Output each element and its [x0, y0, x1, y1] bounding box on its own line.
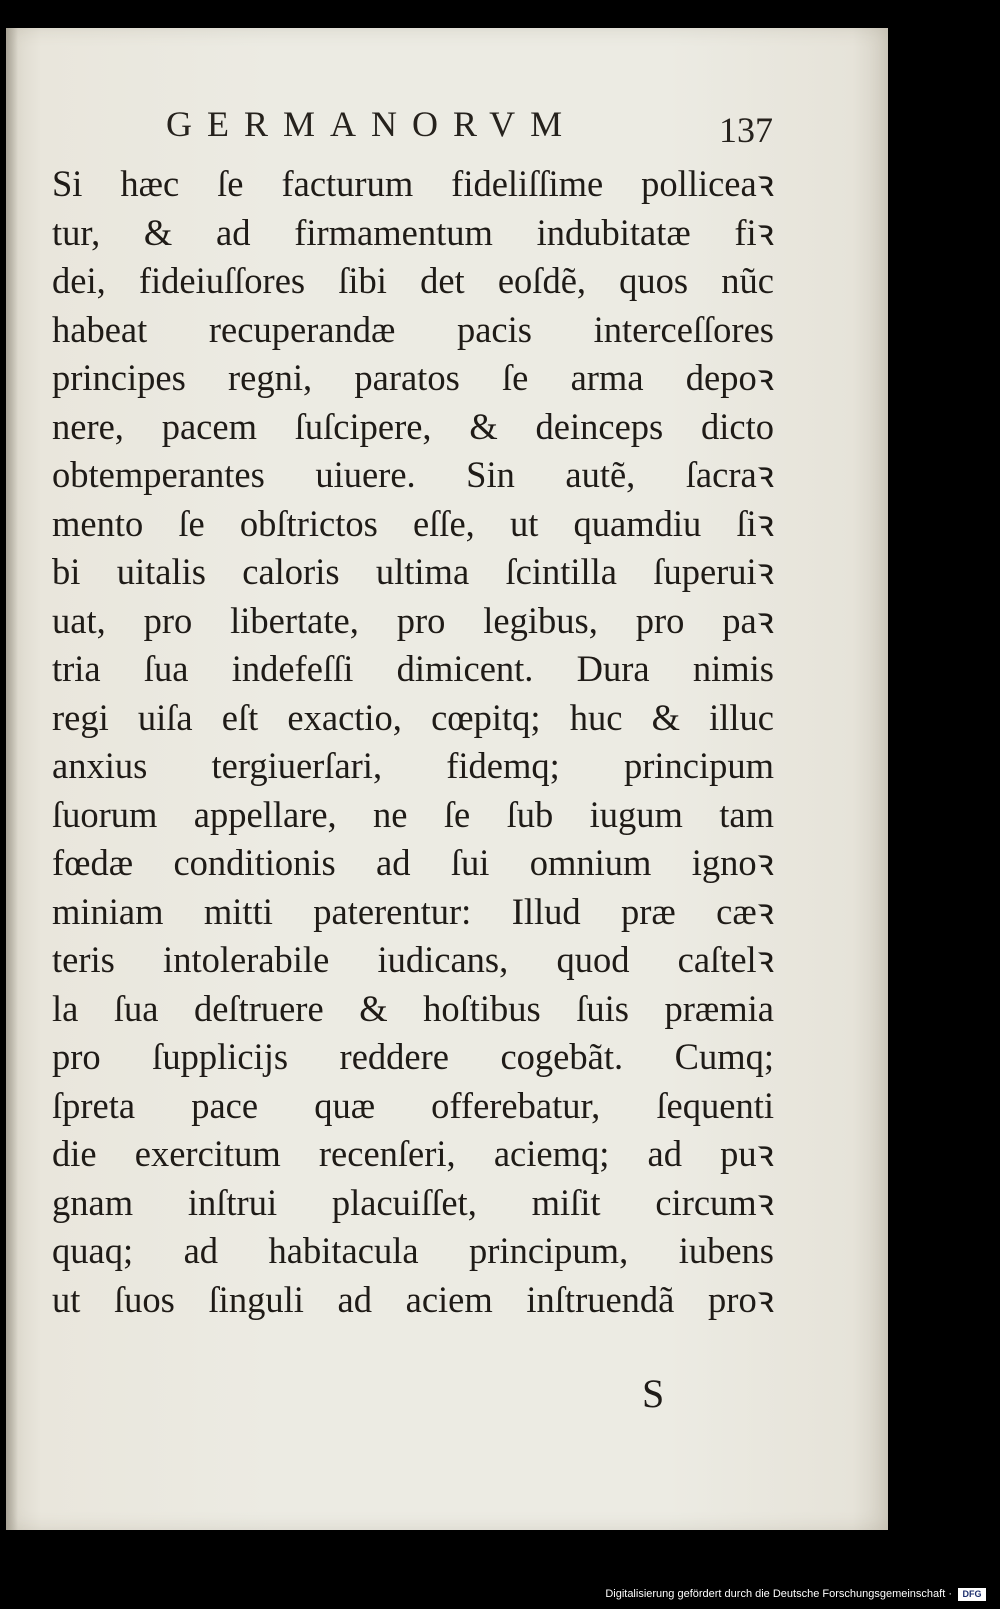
text-line: pro ſupplicijs reddere cogebãt. Cumq; [52, 1036, 774, 1077]
text-line: teris intolerabile iudicans, quod caſtelꝛ [52, 939, 774, 980]
text-line: ſuorum appellare, ne ſe ſub iugum tam [52, 793, 774, 835]
text-line: fœdæ conditionis ad ſui omnium ignoꝛ [52, 842, 774, 883]
text-line: regi uiſa eſt exactio, cœpitq; huc & illuc [52, 696, 774, 738]
running-head: GERMANORVM [166, 104, 578, 144]
text-line: principes regni, paratos ſe arma depoꝛ [52, 357, 774, 398]
signature-mark: S [642, 1371, 665, 1416]
text-line: ſpreta pace quæ offerebatur, ſequenti [52, 1084, 774, 1126]
text-line: tria ſua indefeſſi dimicent. Dura nimis [52, 648, 774, 689]
text-line: bi uitalis caloris ultima ſcintilla ſuperuiꝛ [52, 551, 774, 592]
text-line: quaq; ad habitacula principum, iubens [52, 1230, 774, 1271]
text-line: miniam mitti paterentur: Illud præ cæꝛ [52, 890, 774, 932]
text-line: Si hæc ſe facturum fideliſſime polliceaꝛ [52, 163, 774, 204]
text-line: nere, pacem ſuſcipere, & deinceps dicto [52, 405, 774, 447]
text-line: obtemperantes uiuere. Sin autẽ, ſacraꝛ [52, 454, 774, 495]
text-line: mento ſe obſtrictos eſſe, ut quamdiu ſiꝛ [52, 502, 774, 544]
text-line: die exercitum recenſeri, aciemq; ad puꝛ [52, 1133, 774, 1174]
text-line: ut ſuos ſinguli ad aciem inſtruendã proꝛ [52, 1278, 774, 1320]
page-gutter [6, 28, 18, 1530]
text-line: gnam inſtrui placuiſſet, miſit circumꝛ [52, 1181, 774, 1223]
text-line: la ſua deſtruere & hoſtibus ſuis præmia [52, 987, 774, 1029]
text-line: tur, & ad firmamentum indubitatæ fiꝛ [52, 211, 774, 253]
text-line: uat, pro libertate, pro legibus, pro paꝛ [52, 599, 774, 641]
digitization-credit: Digitalisierung gefördert durch die Deutsche Forschungsgemeinschaft · [605, 1588, 952, 1600]
book-page [6, 28, 888, 1530]
text-line: anxius tergiuerſari, fidemq; principum [52, 745, 774, 786]
dfg-logo: DFG [958, 1588, 986, 1601]
page-number: 137 [719, 110, 773, 150]
text-line: dei, fideiuſſores ſibi det eoſdẽ, quos nũc [52, 260, 774, 301]
body-text [52, 160, 774, 1324]
text-line: habeat recuperandæ pacis interceſſores [52, 308, 774, 350]
